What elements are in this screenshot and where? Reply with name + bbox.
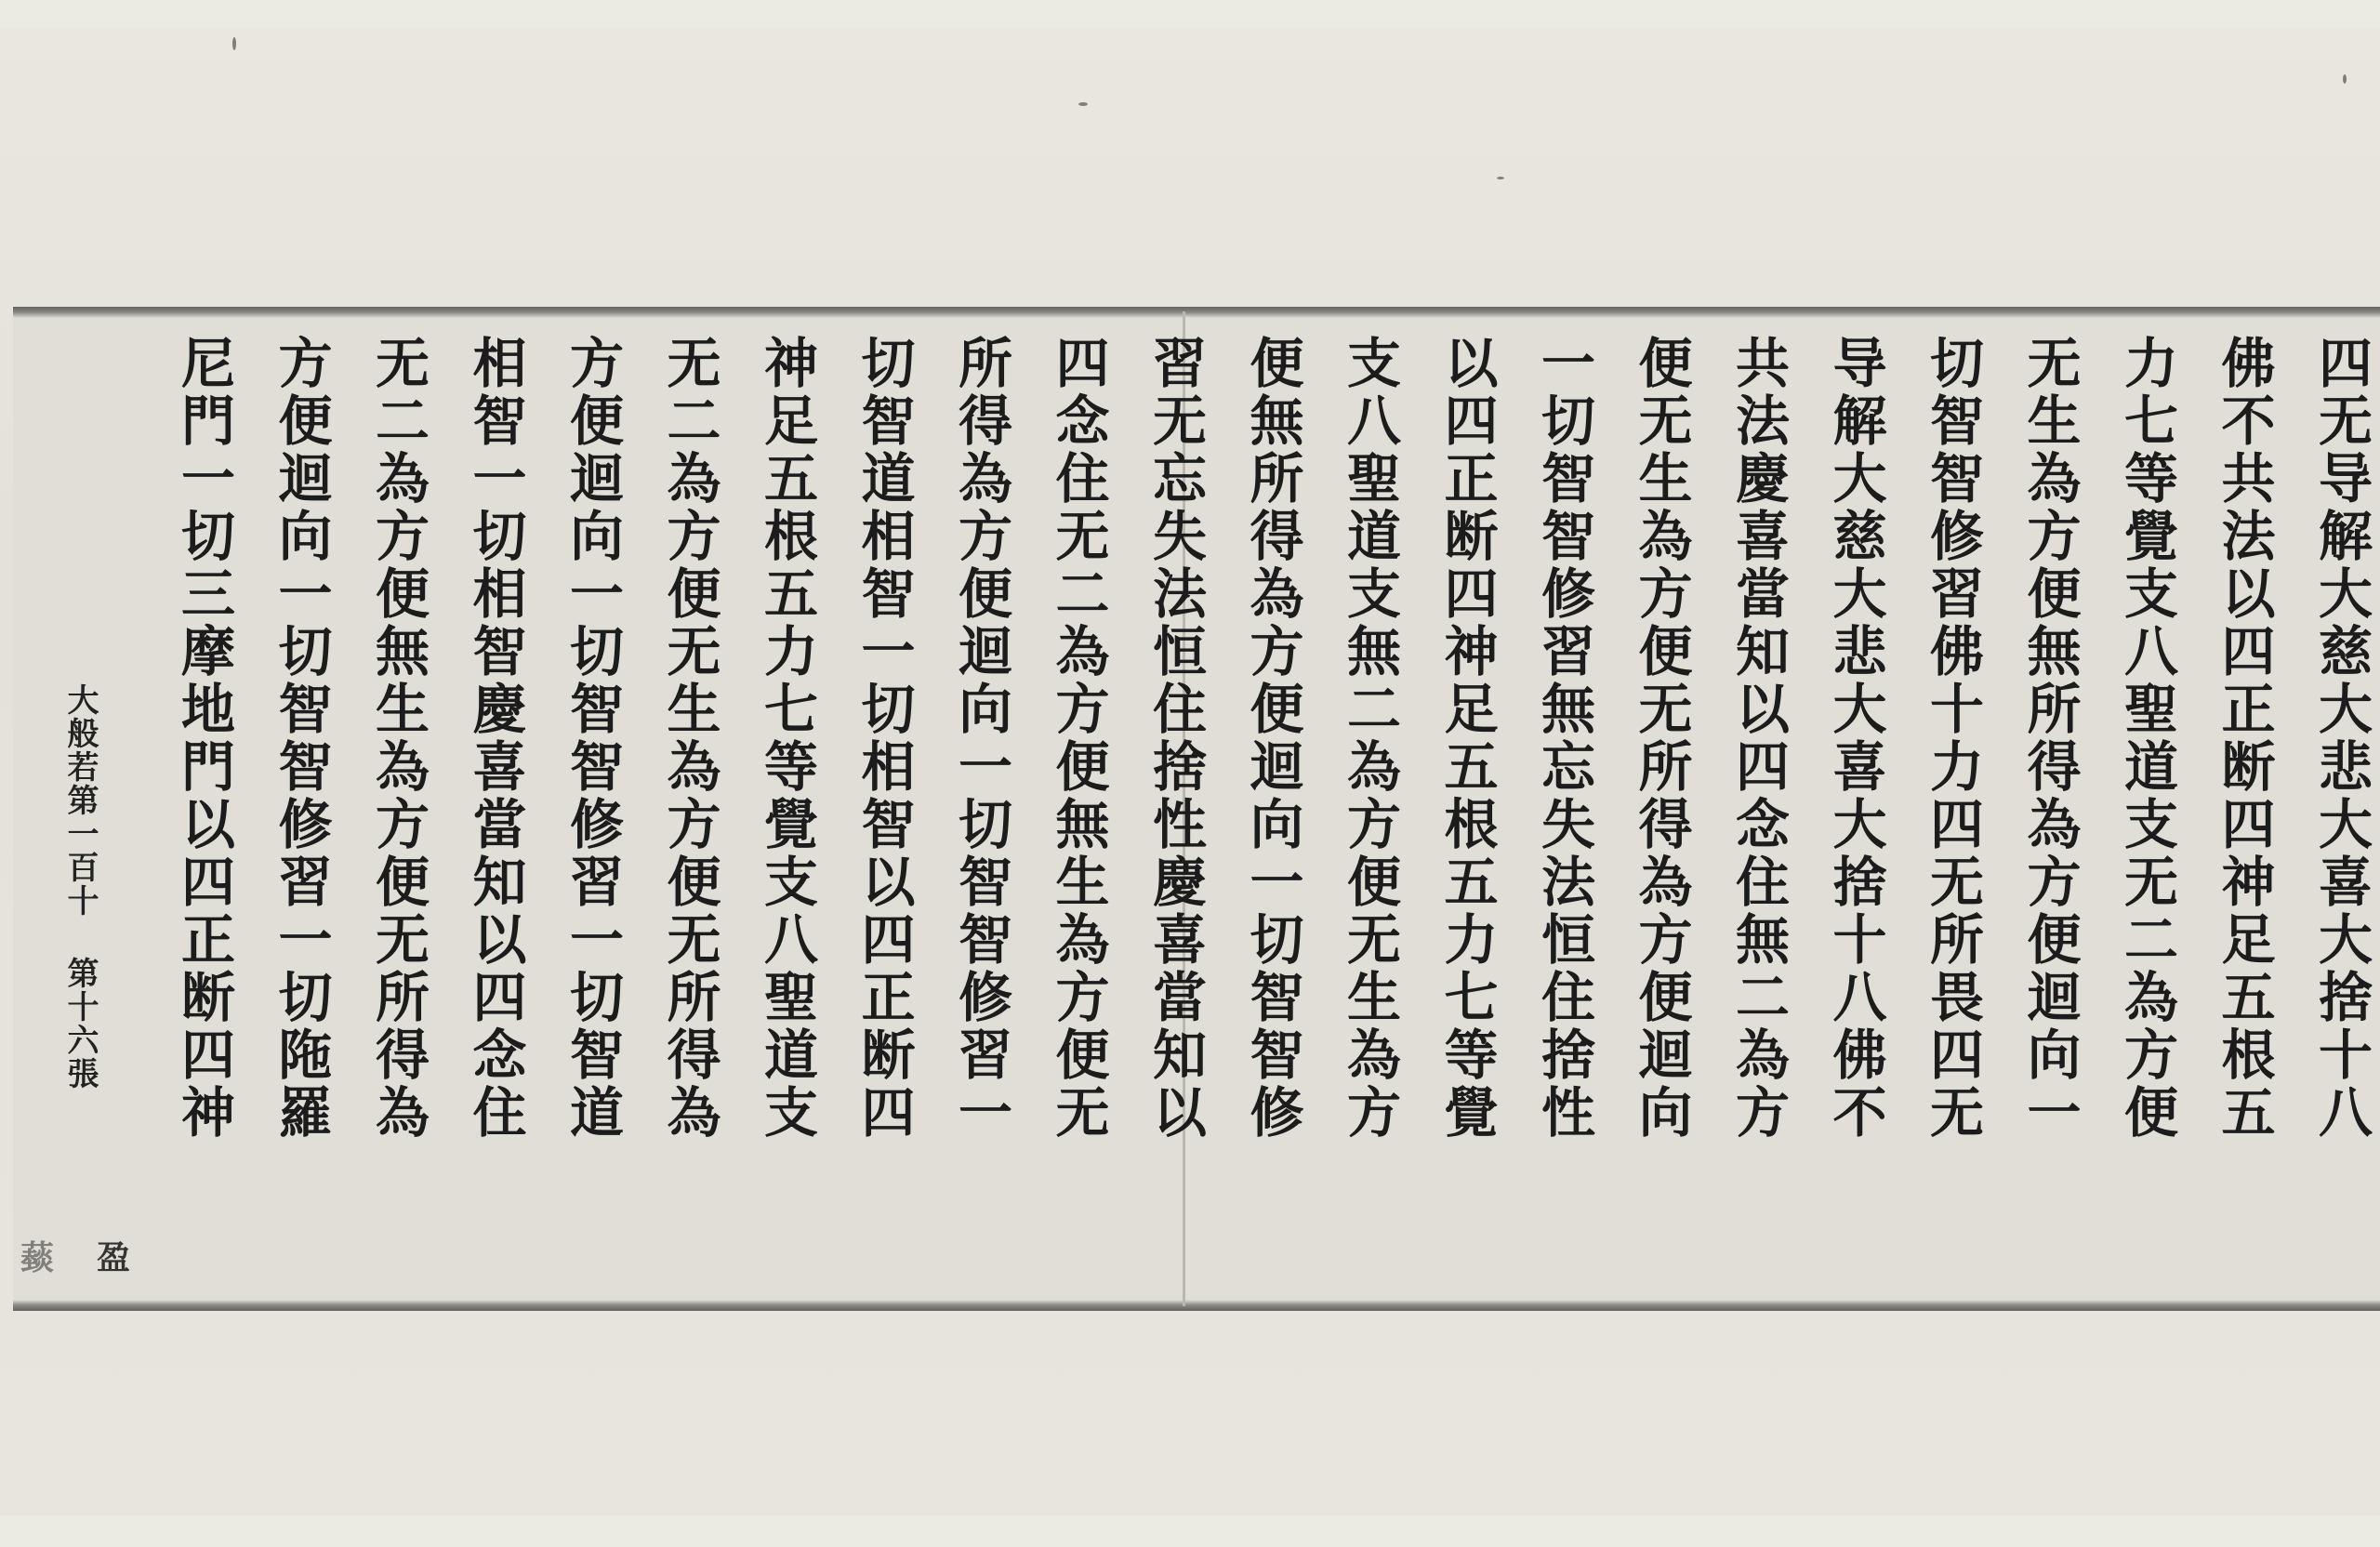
column-text: 尼門一切三摩地門以四正断四神 [172,335,235,1142]
text-column [1230,335,1316,1142]
text-column [2104,335,2189,1142]
column-text: 共法慶喜當知以四念住無二為方 [1726,335,1790,1142]
text-column [1036,335,1121,1142]
text-column [1619,335,1704,1142]
text-column [355,335,441,1142]
column-text: 相智一切相智慶喜當知以四念住 [463,335,527,1142]
text-column [1327,335,1412,1142]
column-text: 无二為方便无生為方便无所得為 [657,335,721,1142]
left-mark: 䕭 [20,1238,55,1277]
text-column [453,335,538,1142]
ink-speck [1078,102,1088,106]
text-column [161,335,246,1142]
text-column [744,335,829,1142]
margin-note: 大般若第一百十 第十六張 [61,683,99,1091]
ink-speck [1497,177,1504,179]
text-column [2202,335,2287,1142]
text-column [1521,335,1606,1142]
ink-speck [232,37,236,50]
text-column [2298,335,2380,1142]
column-text: 无二為方便無生為方便无所得為 [366,335,430,1142]
column-text: 方便迴向一切智智修習一切智道 [561,335,624,1142]
text-column [1813,335,1898,1142]
text-column [1910,335,1995,1142]
column-text: 所得為方便迴向一切智智修習一 [949,335,1012,1142]
column-text: 力七等覺支八聖道支无二為方便 [2115,335,2178,1142]
text-column [938,335,1024,1142]
corner-mark: 盈 [97,1238,131,1277]
text-column [1424,335,1510,1142]
column-text: 四无导解大慈大悲大喜大捨十八 [2309,335,2373,1142]
text-column [1132,335,1218,1142]
column-text: 便无生為方便无所得為方便迴向 [1629,335,1693,1142]
column-text: 切智智修習佛十力四无所畏四无 [1921,335,1984,1142]
text-column [1715,335,1801,1142]
column-text: 方便迴向一切智智修習一切陁羅 [269,335,333,1142]
text-column [647,335,733,1142]
text-column [258,335,344,1142]
column-text: 支八聖道支無二為方便无生為方 [1338,335,1401,1142]
column-text: 以四正断四神足五根五力七等覺 [1435,335,1499,1142]
column-text: 切智道相智一切相智以四正断四 [852,335,916,1142]
column-text: 佛不共法以四正断四神足五根五 [2212,335,2276,1142]
column-text: 習无忘失法恒住捨性慶喜當知以 [1144,335,1207,1142]
column-text: 一切智智修習無忘失法恒住捨性 [1532,335,1595,1142]
column-text: 无生為方便無所得為方便迴向一 [2017,335,2082,1142]
column-text: 神足五根五力七等覺支八聖道支 [755,335,818,1142]
column-text: 便無所得為方便迴向一切智智修 [1240,335,1304,1142]
column-text: 四念住无二為方便無生為方便无 [1046,335,1110,1142]
column-text: 导解大慈大悲大喜大捨十八佛不 [1823,335,1887,1142]
text-column [841,335,927,1142]
text-column [2007,335,2093,1142]
text-column [549,335,635,1142]
ink-speck [2343,74,2347,84]
